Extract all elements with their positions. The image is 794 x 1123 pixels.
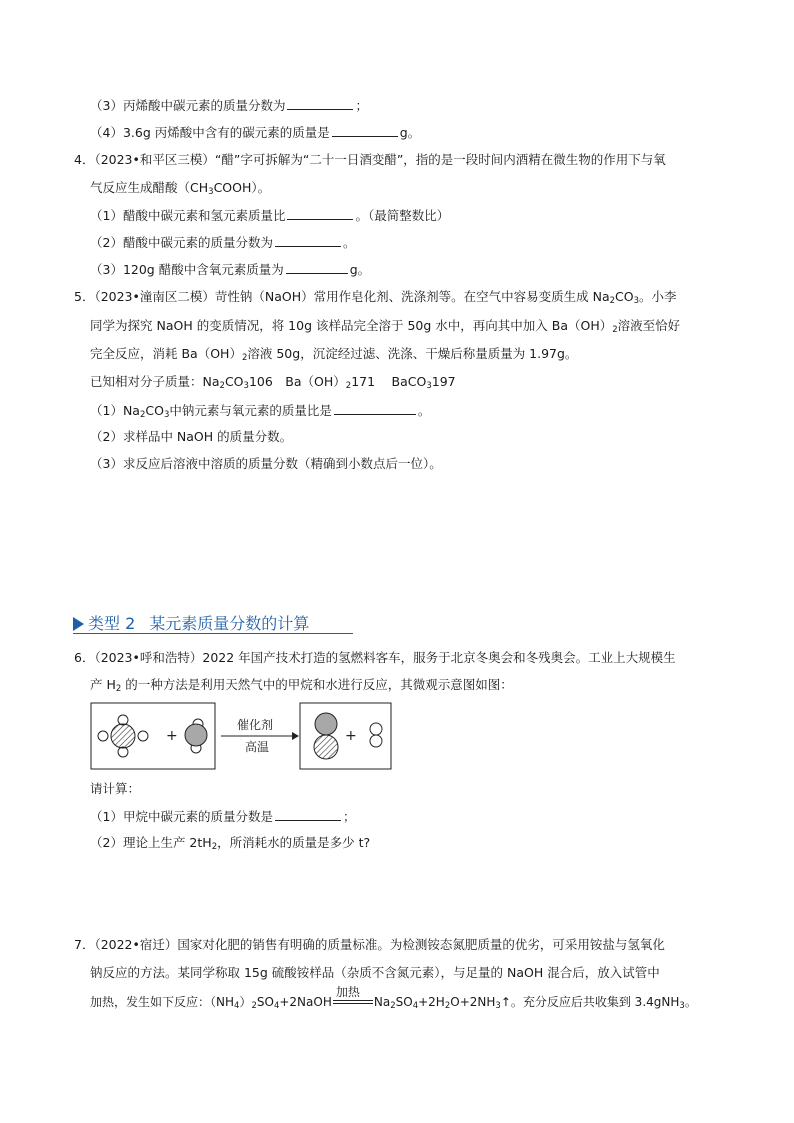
subscript: 2 [251,1001,257,1011]
text: 5．（2023•潼南区二模）苛性钠（NaOH）常用作皂化剂、洗涤剂等。在空气中容易变质生成 Na [74,289,610,304]
answer-blank[interactable] [287,207,353,220]
text: +2H [418,995,445,1009]
text: 产 H [90,677,116,692]
text: +2NaOH [279,995,332,1009]
text: CO [145,403,164,418]
q3-sub3 [90,97,368,114]
heading-underline [73,633,353,634]
text: 171 BaCO [351,374,427,389]
subscript: 3 [208,187,214,197]
subscript: 3 [633,296,640,306]
carbon-monoxide-molecule [314,713,338,759]
answer-blank[interactable] [287,97,353,110]
text: O+2NH [450,995,496,1009]
subscript: 2 [444,1001,451,1011]
section-label: 类型 2 [88,614,136,633]
q4-sub2 [90,234,355,251]
arrow-head-icon [292,732,299,740]
q5-line1 [74,289,677,305]
subscript: 2 [115,684,122,694]
q4-sub3 [90,261,370,278]
text: 加热，发生如下反应：（NH [90,995,235,1009]
methane-molecule [98,715,148,757]
subscript: 2 [139,410,146,420]
q5-sub1 [90,402,430,419]
heating-label: 加热 [335,985,360,999]
hydrogen-molecule [370,723,382,747]
text: CO [615,289,634,304]
text: 同学为探究 NaOH 的变质情况，将 10g 该样品完全溶于 50g 水中，再向其中加入 Ba（OH） [90,318,613,333]
text: 的一种方法是利用天然气中的甲烷和水进行反应，其微观示意图如图： [121,677,513,692]
q7-line3 [90,985,697,1011]
subscript: 2 [345,381,352,391]
subscript: 2 [390,1001,396,1011]
text: Na [373,995,391,1009]
text: 溶液至恰好 [617,318,681,333]
subscript: 4 [273,1001,280,1011]
q4-sub2-text: （2）醋酸中碳元素的质量分数为 [90,235,273,250]
subscript: 2 [609,296,616,306]
punct: 。 [417,403,431,418]
section-title: 某元素质量分数的计算 [149,614,310,633]
q6-line1: 6．（2023•呼和浩特）2022 年国产技术打造的氢燃料客车，服务于北京冬奥会和冬残奥会。工业上大规模生 [74,650,676,665]
subscript: 3 [495,1001,501,1011]
q7-line1: 7．（2022•宿迁）国家对化肥的销售有明确的质量标准。为检测铵态氮肥质量的优劣，可采用铵盐与氢氧化 [74,937,665,952]
text: ） [239,995,252,1009]
text: 。小李 [639,289,677,304]
subscript: 3 [163,410,170,420]
plus-sign: + [166,728,178,744]
catalyst-label: 催化剂 [237,718,274,732]
text: ，所消耗水的质量是多少 t? [217,835,371,850]
temperature-label: 高温 [245,740,270,754]
section-heading [73,611,309,634]
answer-blank[interactable] [334,402,416,415]
text: 。（最简整数比） [355,208,450,223]
q5-known [90,374,456,390]
answer-blank[interactable] [332,124,398,137]
text: 197 [431,374,456,389]
text: （2）理论上生产 2tH [90,835,212,850]
subscript: 4 [412,1001,419,1011]
q7-line2: 钠反应的方法。某同学称取 15g 硫酸铵样品（杂质不含氮元素），与足量的 NaOH 混合后，放入试管中 [90,965,660,980]
text: 完全反应，消耗 Ba（OH） [90,346,242,361]
punct: g。 [349,262,371,277]
q5-line2 [90,318,680,334]
punct: ； [342,809,356,824]
q5-line3 [90,346,577,362]
subscript: 3 [426,381,432,391]
text: （1）Na [90,403,140,418]
q4-line2 [90,180,270,196]
answer-blank[interactable] [275,234,341,247]
text: ↑。充分反应后共收集到 3.4gNH [500,995,680,1009]
reaction-condition [332,985,374,1006]
text: 溶液 50g，沉淀经过滤、洗涤、干燥后称量质量为 1.97g。 [247,346,578,361]
answer-blank[interactable] [286,261,348,274]
q4-sub3-text: （3）120g 醋酸中含氧元素质量为 [90,262,284,277]
text: 106 Ba（OH） [248,374,346,389]
subscript: 2 [241,353,248,363]
punct: g。 [399,125,421,140]
water-molecule [185,719,207,753]
q6-line2 [90,677,513,693]
q6-calc: 请计算： [90,781,141,796]
q6-sub2 [90,835,370,851]
q3-sub4-text: （4）3.6g 丙烯酸中含有的碳元素的质量是 [90,125,330,140]
punct: ； [355,98,368,113]
q6-sub1-text: （1）甲烷中碳元素的质量分数是 [90,809,273,824]
reaction-diagram [90,702,392,770]
subscript: 3 [243,381,249,391]
subscript: 2 [211,842,218,852]
q4-sub1-text: （1）醋酸中碳元素和氢元素质量比 [90,208,286,223]
q4-line1: 4．（2023•和平区三模）“醋”字可拆解为“二十一日酒变醋”，指的是一段时间内酒精在微生物的作用下与氧 [74,152,666,167]
subscript: 2 [612,325,618,335]
text: COOH）。 [213,180,271,195]
text: CO [224,374,244,389]
text: 。 [684,995,697,1009]
q5-sub3: （3）求反应后溶液中溶质的质量分数（精确到小数点后一位）。 [90,456,442,471]
text: 中钠元素与氧元素的质量比是 [169,403,332,418]
text: 已知相对分子质量：Na [90,374,220,389]
q5-sub2: （2）求样品中 NaOH 的质量分数。 [90,429,293,444]
subscript: 4 [234,1001,240,1011]
q4-sub1 [90,207,449,224]
plus-sign: + [345,728,357,744]
q3-sub3-text: （3）丙烯酸中碳元素的质量分数为 [90,98,286,113]
punct: 。 [342,235,356,250]
subscript: 2 [219,381,225,391]
q3-sub4 [90,124,420,141]
q6-sub1 [90,808,355,825]
triangle-icon [73,617,84,631]
text: SO [256,995,274,1009]
text: 气反应生成醋酸（CH [90,180,209,195]
text: SO [395,995,413,1009]
subscript: 3 [679,1001,685,1011]
answer-blank[interactable] [275,808,341,821]
